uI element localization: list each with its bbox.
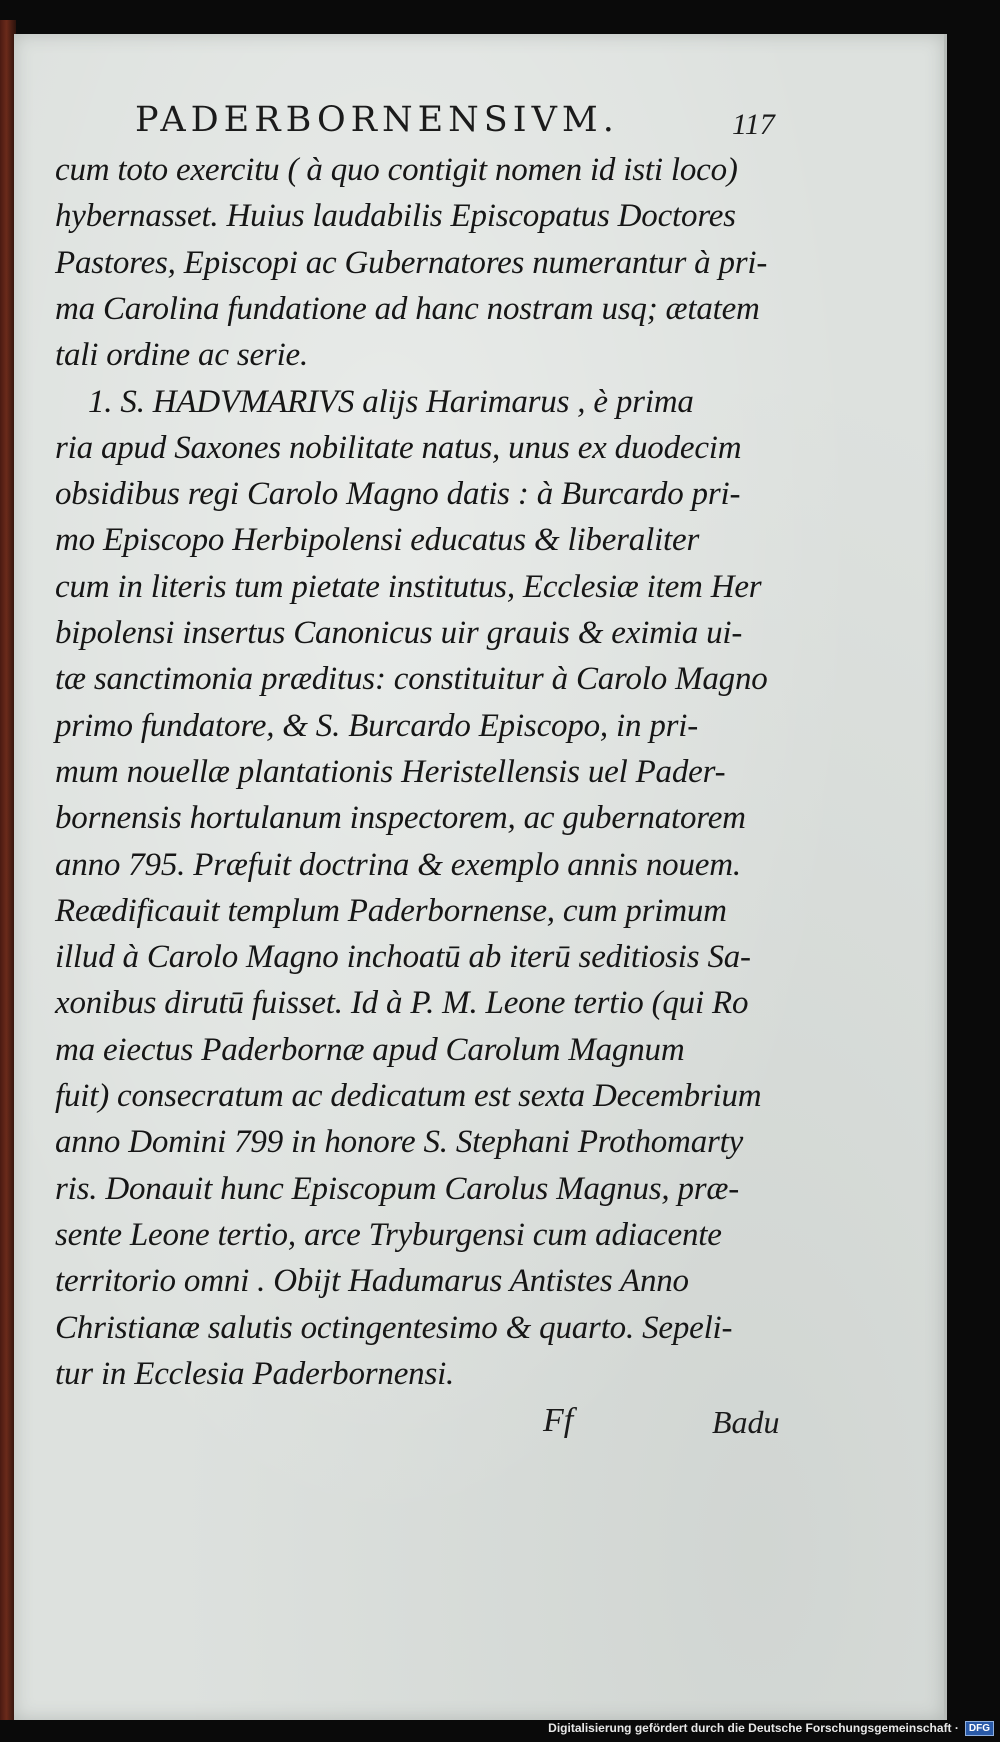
text-line: ma Carolina fundatione ad hanc nostram usq; ætatem — [55, 290, 760, 327]
text-line: hybernasset. Huius laudabilis Episcopatus Doctores — [55, 198, 736, 235]
text-line: cum toto exercitu ( à quo contigit nomen id isti loco) — [55, 152, 738, 188]
catchword: Badu — [712, 1404, 780, 1440]
text-line: fuit) consecratum ac dedicatum est sexta Decembrium — [55, 1078, 762, 1114]
text-line: Pastores, Episcopi ac Gubernatores numerantur à pri- — [55, 244, 768, 281]
text-line: xonibus dirutū fuisset. Id à P. M. Leone tertio (qui Ro — [55, 985, 749, 1022]
running-title: PADERBORNENSIVM. — [135, 100, 619, 140]
text-line: cum in literis tum pietate institutus, Ecclesiæ item Her — [55, 568, 762, 605]
text-line: mum nouellæ plantationis Heristellensis uel Pader- — [55, 753, 726, 790]
text-line: illud à Carolo Magno inchoatū ab iterū seditiosis Sa- — [55, 939, 751, 976]
text-line: Reædificauit templum Paderbornense, cum primum — [55, 892, 727, 929]
text-line: 1. S. HADVMARIVS alijs Harimarus , è prima — [88, 383, 694, 420]
text-line: anno 795. Præfuit doctrina & exemplo annis nouem. — [55, 846, 741, 883]
text-line: mo Episcopo Herbipolensi educatus & liberaliter — [55, 522, 700, 559]
signature-mark: Ff — [543, 1402, 574, 1439]
text-line: tur in Ecclesia Paderbornensi. — [55, 1355, 455, 1392]
text-line: bornensis hortulanum inspectorem, ac gubernatorem — [55, 800, 746, 837]
dfg-logo-icon: DFG — [965, 1721, 994, 1736]
text-line: bipolensi insertus Canonicus uir grauis & eximia ui- — [55, 615, 743, 651]
text-line: obsidibus regi Carolo Magno datis : à Burcardo pri- — [55, 476, 741, 513]
text-line: territorio omni . Obijt Hadumarus Antistes Anno — [55, 1263, 689, 1300]
page-number: 117 — [732, 108, 775, 141]
funding-banner — [548, 1718, 1000, 1738]
text-line: ria apud Saxones nobilitate natus, unus ex duodecim — [55, 429, 742, 466]
text-line: ris. Donauit hunc Episcopum Carolus Magnus, præ- — [55, 1170, 740, 1207]
text-line: Christianæ salutis octingentesimo & quarto. Sepeli- — [55, 1309, 733, 1346]
text-line: sente Leone tertio, arce Tryburgensi cum adiacente — [55, 1216, 722, 1253]
text-line: primo fundatore, & S. Burcardo Episcopo, in pri- — [55, 707, 699, 744]
text-line: ma eiectus Paderbornæ apud Carolum Magnum — [55, 1031, 685, 1068]
text-line: anno Domini 799 in honore S. Stephani Prothomarty — [55, 1124, 744, 1161]
funding-text: Digitalisierung gefördert durch die Deutsche Forschungsgemeinschaft · — [548, 1721, 959, 1735]
text-line: tæ sanctimonia præditus: constituitur à Carolo Magno — [55, 661, 768, 698]
text-line: tali ordine ac serie. — [55, 337, 309, 374]
